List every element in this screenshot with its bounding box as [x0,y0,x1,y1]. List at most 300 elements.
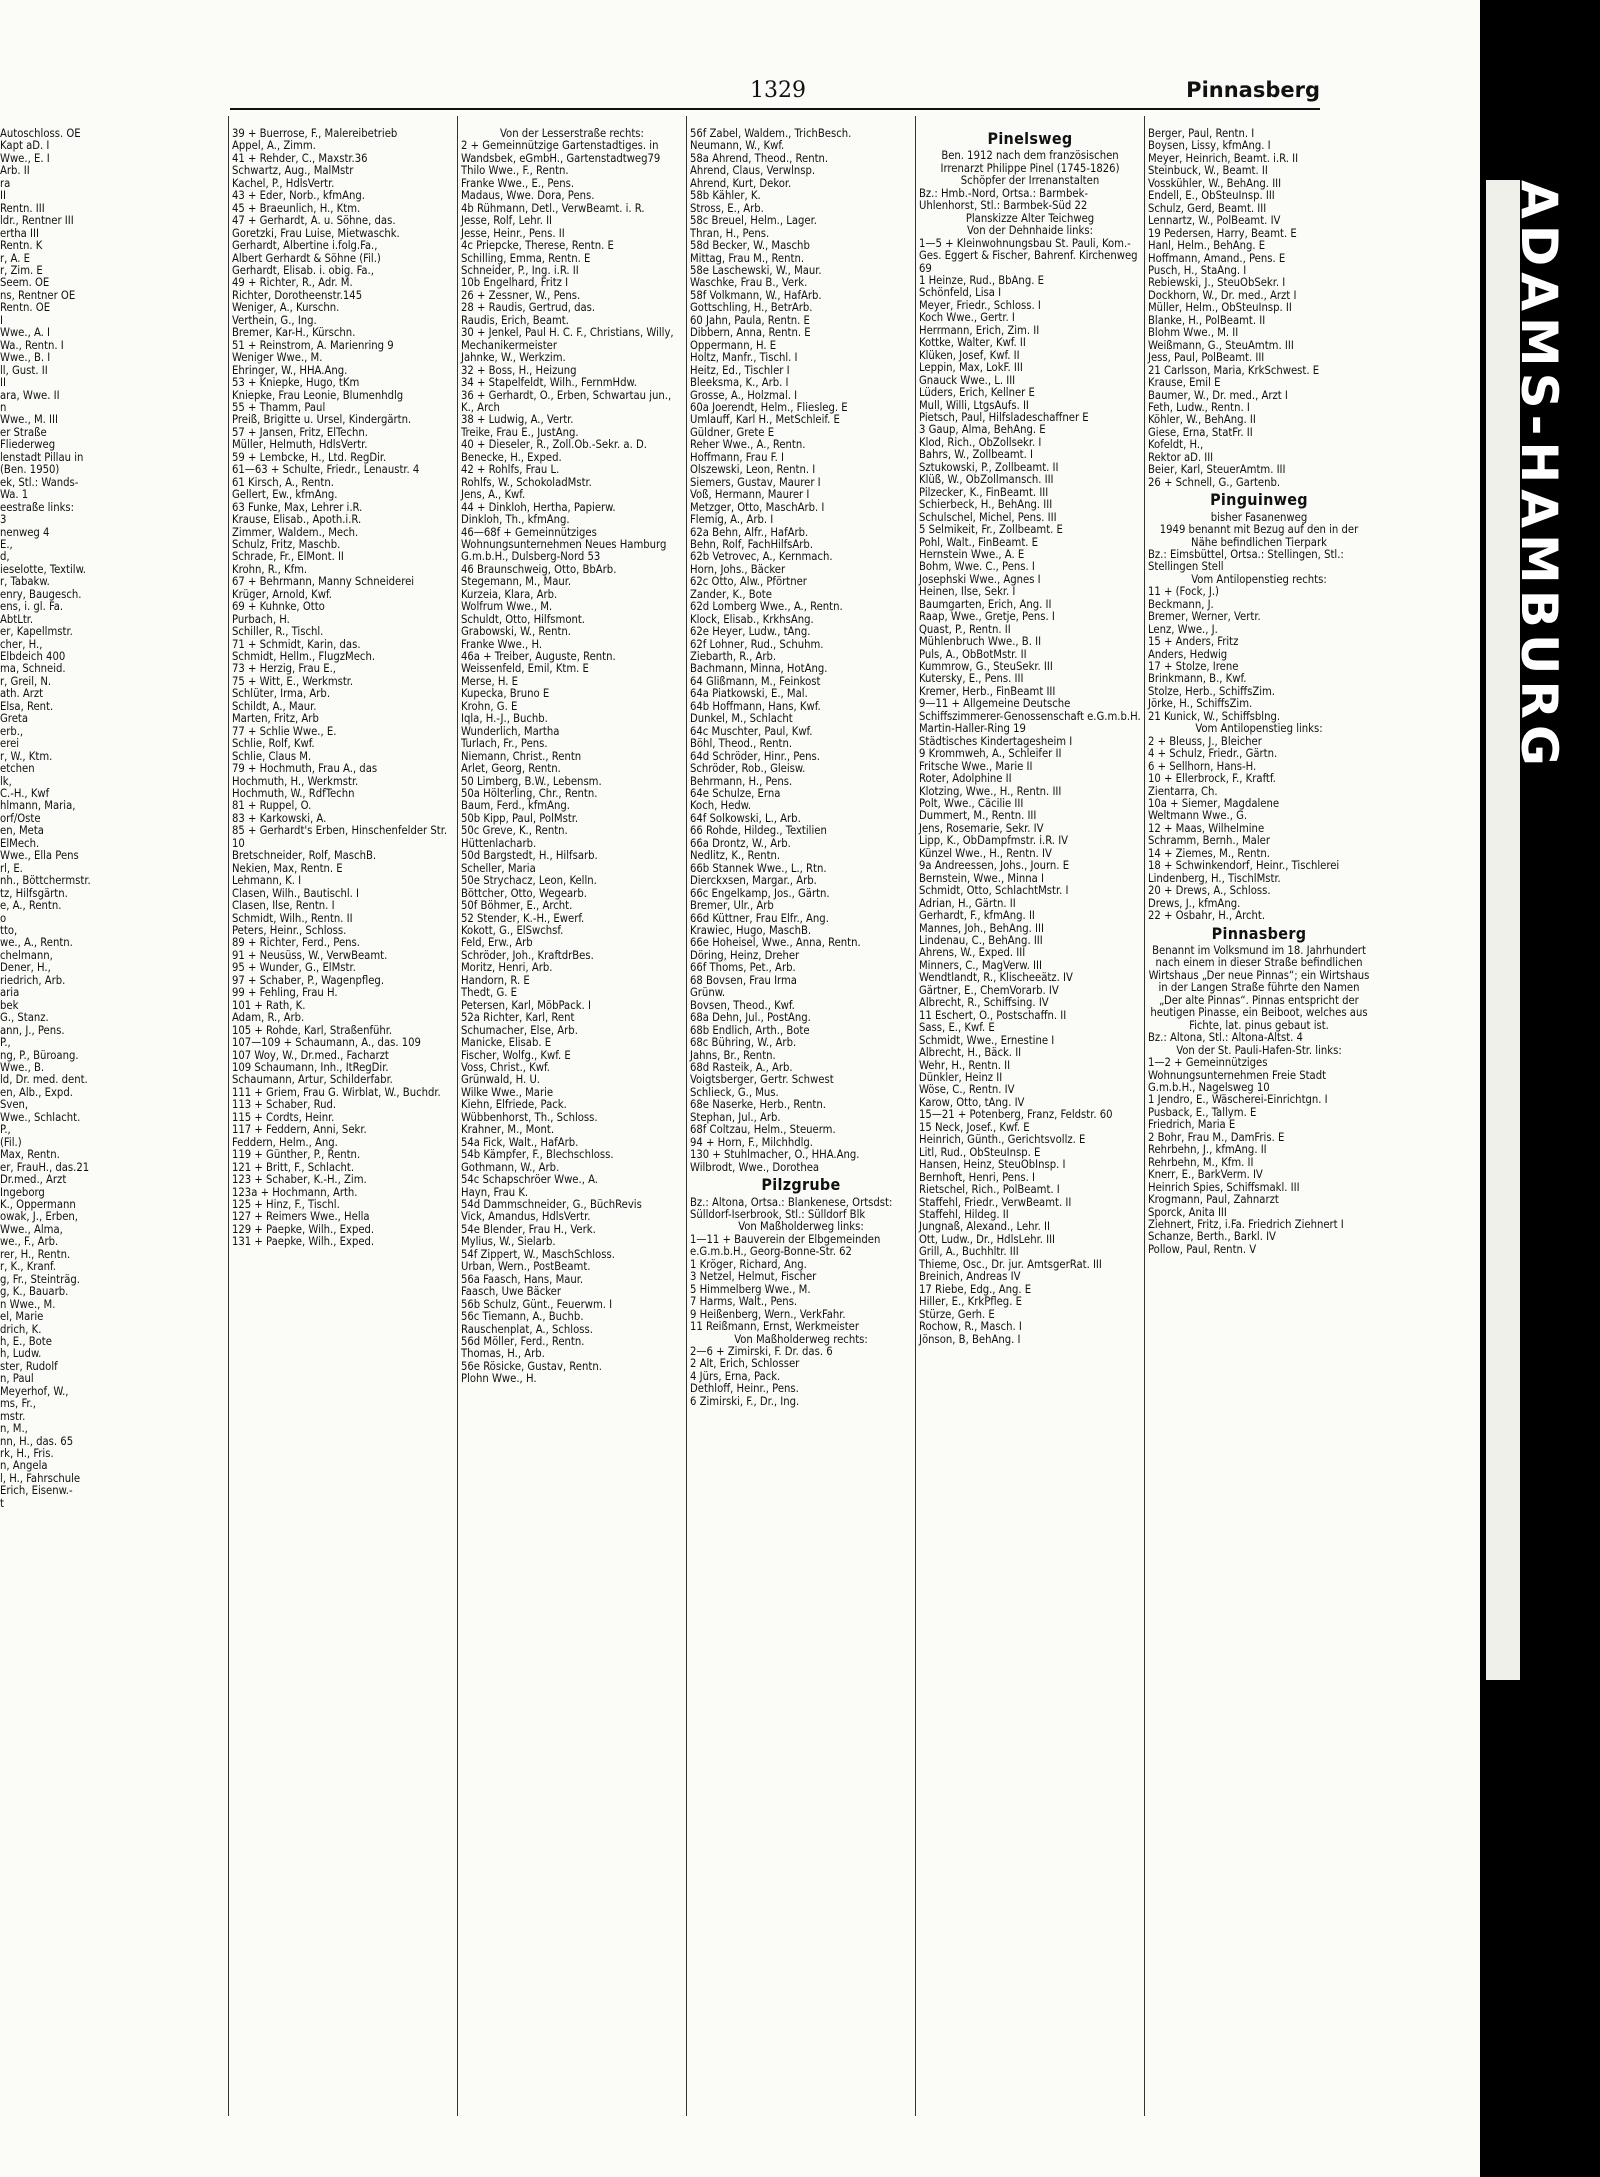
directory-entry: Drews, J., kfmAng. [1148,896,1241,910]
directory-entry: l, H., Fahrschule [0,1471,81,1485]
directory-entry: Weltmann Wwe., G. [1148,809,1248,823]
directory-entry: Sztukowski, P., Zollbeamt. II [919,460,1059,474]
directory-entry: Wwe., B. I [0,351,51,365]
directory-entry: ra [0,176,11,190]
directory-entry: 21 Carlsson, Maria, KrkSchwest. E [1148,363,1320,377]
directory-entry: Krawiec, Hugo, MaschB. [690,924,812,937]
directory-entry: Grabowski, W., Rentn. [461,625,571,639]
directory-entry: 68f Coltzau, Helm., Steuerm. [690,1123,836,1137]
directory-entry: Purbach, H. [232,612,290,626]
directory-entry: Stegemann, M., Maur. [461,575,572,589]
directory-entry: 66f Thoms, Pet., Arb. [690,961,796,975]
directory-entry: Grünw. [690,986,726,1000]
directory-entry: 105 + Rohde, Karl, Straßenführ. [232,1023,393,1037]
directory-entry: 58d Becker, W., Maschb [690,239,810,253]
directory-entry: Umlauff, Karl H., MetSchleif. E [690,413,840,427]
directory-entry: ek, Stl.: Wands- [0,475,79,489]
directory-entry: Behrmann, H., Pens. [690,774,793,788]
directory-entry: Bahrs, W., Zollbeamt. I [919,448,1033,462]
directory-entry: 4 Jürs, Erna, Pack. [690,1369,781,1383]
directory-entry: Vom Antilopenstieg rechts: [1191,572,1327,586]
directory-entry: 3 Gaup, Alma, BehAng. E [919,423,1046,437]
directory-entry: 50 Limberg, B.W., Lebensm. [461,774,602,788]
directory-entry: 101 + Rath, K. [232,998,306,1012]
directory-entry: Rebiewski, J., SteuObSekr. I [1148,276,1286,290]
directory-entry: Schulschel, Michel, Pens. III [919,510,1057,524]
directory-entry: Dunkel, M., Schlacht [690,712,793,726]
directory-entry: Jess, Paul, PolBeamt. III [1148,351,1265,365]
directory-entry: Bz.: Altona, Ortsa.: Blankenese, Ortsdst: Sülldorf-Iserbrook, Stl.: Sülldorf Blk [690,1195,893,1221]
directory-entry: Autoschloss. OE [0,127,81,140]
directory-entry: Dethloff, Heinr., Pens. [690,1382,799,1396]
directory-entry: 15 Neck, Josef., Kwf. E [919,1120,1030,1134]
column-rule [1144,116,1145,2116]
directory-entry: 15—21 + Potenberg, Franz, Feldstr. 60 [919,1108,1113,1122]
directory-entry: Dierckxsen, Margar., Arb. [690,874,817,888]
directory-entry: 59 + Lembcke, H., Ltd. RegDir. [232,450,387,464]
directory-entry: Heinrich, Günth., Gerichtsvollz. E [919,1133,1086,1147]
directory-entry: 58c Breuel, Helm., Lager. [690,214,817,228]
directory-entry: 62d Lomberg Wwe., A., Rentn. [690,600,843,614]
directory-entry: 2 Alt, Erich, Schlosser [690,1357,800,1371]
directory-entry: Wwe., Ella Pens [0,849,79,863]
directory-entry: Müller, Helmuth, HdlsVertr. [232,438,368,452]
directory-entry: Pusch, H., StaAng. I [1148,263,1247,277]
directory-entry: Zientarra, Ch. [1148,784,1218,798]
directory-entry: o [0,911,7,925]
directory-entry: Rentn. K [0,239,43,253]
directory-entry: Schmidt, Wilh., Rentn. II [232,911,353,925]
directory-entry: 26 + Zessner, W., Pens. [461,288,581,302]
directory-entry: 1—2 + Gemeinnütziges Wohnungsunternehmen Freie Stadt G.m.b.H., Nagelsweg 10 [1148,1056,1327,1094]
directory-entry: Pilzecker, K., FinBeamt. III [919,485,1049,499]
directory-entry: 58a Ahrend, Theod., Rentn. [690,151,829,165]
directory-entry: r, Zim. E [0,263,43,277]
column-4 [919,128,1141,2118]
directory-entry: Schulz, Fritz, Maschb. [232,537,341,551]
directory-entry: 107 Woy, W., Dr.med., Facharzt [232,1048,389,1062]
directory-entry: Köhler, W., BehAng. II [1148,413,1256,427]
directory-entry: Schmidt, Wwe., Ernestine I [919,1033,1055,1047]
directory-entry: Thieme, Osc., Dr. jur. AmtsgerRat. III [919,1257,1102,1271]
directory-entry: 54b Kämpfer, F., Blechschloss. [461,1148,614,1162]
directory-entry: we., F., Arb. [0,1235,59,1249]
directory-entry: 9 Krommweh, A., Schleifer II [919,747,1062,761]
directory-entry: Adam, R., Arb. [232,1011,305,1025]
directory-entry: 46a + Treiber, Auguste, Rentn. [461,650,616,664]
directory-entry: Kurzeia, Klara, Arb. [461,587,558,601]
directory-entry: Kummrow, G., SteuSekr. III [919,660,1053,674]
directory-entry: Bremer, Kar-H., Kürschn. [232,326,356,340]
section-heading: Pinguinweg [1210,490,1308,510]
directory-entry: 64e Schulze, Erna [690,787,781,801]
directory-entry: Jens, Rosemarie, Sekr. IV [919,821,1044,835]
directory-entry: 39 + Buerrose, F., Malereibetrieb [232,127,398,140]
directory-entry: Schlie, Claus M. [232,749,312,763]
directory-entry: 52 Stender, K.-H., Ewerf. [461,911,585,925]
directory-entry: Ahrens, W., Exped. III [919,946,1026,960]
directory-entry: Klüken, Josef, Kwf. II [919,348,1020,362]
directory-entry: Quast, P., Rentn. II [919,622,1011,636]
directory-entry: 119 + Günther, P., Rentn. [232,1148,361,1162]
directory-entry: rl, E. [0,861,23,875]
directory-entry: Künzel Wwe., H., Rentn. IV [919,846,1052,860]
directory-entry: 66 Rohde, Hildeg., Textilien [690,824,827,838]
directory-entry: 12 + Maas, Wilhelmine [1148,821,1265,835]
directory-entry: II [0,189,6,203]
directory-entry: 60a Joerendt, Helm., Fliesleg. E [690,400,848,414]
directory-entry: Kniepke, Frau Leonie, Blumenhdlg [232,388,404,402]
directory-entry: 89 + Richter, Ferd., Pens. [232,936,360,950]
left-page-fragment [0,128,118,2118]
directory-entry: 10b Engelhard, Fritz I [461,276,569,290]
directory-entry: Brinkmann, B., Kwf. [1148,672,1247,686]
directory-entry: 99 + Fehling, Frau H. [232,986,338,1000]
directory-entry: Rehrbehn, J., kfmAng. II [1148,1143,1267,1157]
directory-entry: Kapt aD. I [0,139,50,153]
directory-entry: Bohm, Wwe. C., Pens. I [919,560,1035,574]
directory-entry: Sass, E., Kwf. E [919,1021,995,1035]
directory-entry: Vom Antilopenstieg links: [1195,722,1323,736]
directory-entry: Rektor aD. III [1148,450,1214,464]
directory-entry: Scheller, Maria [461,861,536,875]
directory-entry: Hüttenlacharb. [461,836,537,850]
directory-entry: erei [0,737,20,751]
directory-entry: Rentn. III [0,201,45,215]
directory-entry: bek [0,998,19,1012]
directory-entry: 56b Schulz, Günt., Feuerwm. I [461,1297,613,1311]
directory-entry: Lenz, Wwe., J. [1148,622,1218,636]
directory-entry: Flemig, A., Arb. I [690,513,774,527]
directory-entry: ms, Fr., [0,1397,36,1411]
directory-entry: 18 + Schwinkendorf, Heinr., Tischlerei [1148,859,1340,873]
directory-entry: 113 + Schaber, Rud. [232,1098,337,1112]
directory-entry: n [0,400,7,414]
directory-entry: ma, Schneid. [0,662,66,676]
directory-entry: Thran, H., Pens. [690,226,770,240]
directory-entry: Hochmuth, W., RdfTechn [232,787,355,801]
directory-entry: lenstadt Pillau in [0,450,84,464]
directory-entry: Ingeborg [0,1185,45,1199]
directory-entry: nn, H., das. 65 [0,1434,74,1448]
directory-entry: Rochow, R., Masch. I [919,1320,1022,1334]
directory-entry: 56e Rösicke, Gustav, Rentn. [461,1359,602,1373]
directory-entry: ens, i. gl. Fa. [0,600,64,614]
directory-entry: Hayn, Frau K. [461,1185,529,1199]
directory-entry: 117 + Feddern, Anni, Sekr. [232,1123,367,1137]
directory-entry: Dener, H., [0,961,51,975]
directory-entry: Benannt im Volksmund im 18. Jahrhundert nach einem in dieser Straße befindlichen Wirtshaus „Der neue Pinnas“; ein Wirtshaus in der Langen Straße führte den Namen „Der alte Pinnas“. Pinnas entspricht der heutigen Pinasse, ein Beiboot, welches aus Fichte, lat. pinus gebaut ist. [1148,944,1370,1032]
directory-entry: Vick, Amandus, HdlsVertr. [461,1210,591,1224]
directory-entry: P., [0,1036,11,1050]
directory-entry: Adrian, H., Gärtn. II [919,896,1016,910]
directory-entry: Horn, Johs., Bäcker [690,562,786,576]
directory-entry: Hernstein Wwe., A. E [919,547,1025,561]
directory-entry: Nedlitz, K., Rentn. [690,849,781,863]
directory-entry: 107—109 + Schaumann, A., das. 109 [232,1036,421,1050]
directory-entry: 64d Schröder, Hinr., Pens. [690,749,820,763]
directory-entry: Schulz, Gerd, Beamt. III [1148,201,1267,215]
directory-entry: Benecke, H., Exped. [461,450,562,464]
directory-entry: Bremer, Ulr., Arb [690,899,774,913]
directory-entry: 54d Dammschneider, G., BüchRevis [461,1197,642,1211]
directory-entry: Merse, H. E [461,674,518,688]
directory-entry: Josephski Wwe., Agnes I [919,572,1041,586]
directory-entry: Mylius, W., Sielarb. [461,1235,556,1249]
directory-entry: Sporck, Anita III [1148,1205,1227,1219]
directory-entry: Böhl, Theod., Rentn. [690,737,793,751]
directory-entry: 2 + Bleuss, J., Bleicher [1148,734,1262,748]
directory-entry: ertha III [0,226,39,240]
directory-entry: Hiller, E., KrkPfleg. E [919,1295,1022,1309]
directory-entry: 91 + Neusüss, W., VerwBeamt. [232,948,388,962]
directory-entry: Wwe., M. III [0,413,58,427]
directory-entry: Gellert, Ew., kfmAng. [232,488,338,502]
directory-entry: Puls, A., ObBotMstr. II [919,647,1027,661]
directory-entry: Wilke Wwe., Marie [461,1085,554,1099]
directory-entry: ara, Wwe. II [0,388,60,402]
directory-entry: Wa. 1 [0,488,29,502]
directory-entry: Voß, Hermann, Maurer I [690,488,810,502]
column-1 [232,128,454,2118]
directory-entry: Schierbeck, H., BehAng. III [919,498,1053,512]
directory-entry: 11 Reißmann, Ernst, Werkmeister [690,1320,859,1334]
directory-entry: Gottschling, H., BetrArb. [690,301,813,315]
directory-entry: P., [0,1123,11,1137]
book-edge [1480,0,1600,2177]
directory-entry: 50e Strychacz, Leon, Kelln. [461,874,597,888]
directory-entry: Döring, Heinz, Dreher [690,948,800,962]
directory-entry: 55 + Thamm, Paul [232,400,326,414]
directory-entry: Gothmann, W., Arb. [461,1160,560,1174]
column-2 [461,128,683,2118]
directory-entry: Krüger, Arnold, Kwf. [232,587,332,601]
directory-entry: Lüders, Erich, Kellner E [919,386,1035,400]
directory-entry: Holtz, Manfr., Tischl. I [690,351,798,365]
directory-entry: 54c Schapschröer Wwe., A. [461,1173,598,1187]
directory-entry: Schuldt, Otto, Hilfsmont. [461,612,585,626]
directory-entry: Wilbrodt, Wwe., Dorothea [690,1160,820,1174]
directory-entry: 77 + Schlie Wwe., E. [232,724,337,738]
directory-entry: 1 Jendro, E., Wäscherei-Einrichtgn. I [1148,1093,1328,1107]
directory-entry: Albert Gerhardt & Söhne (Fil.) [232,251,381,265]
directory-entry: 64 Glißmann, M., Feinkost [690,674,821,688]
directory-entry: Wöse, C., Rentn. IV [919,1083,1015,1097]
directory-entry: 46 Braunschweig, Otto, BbArb. [461,562,617,576]
directory-entry: Schmidt, Hellm., FlugzMech. [232,650,376,664]
directory-entry: 58e Laschewski, W., Maur. [690,263,822,277]
directory-entry: Bovsen, Theod., Kwf. [690,998,795,1012]
directory-entry: Weißmann, G., SteuAmtm. III [1148,338,1294,352]
section-heading: Pilzgrube [761,1175,841,1195]
directory-entry: we., A., Rentn. [0,936,73,950]
directory-entry: Krahner, M., Mont. [461,1123,555,1137]
directory-entry: Weissenfeld, Emil, Ktm. E [461,662,589,676]
directory-entry: Stephan, Jul., Arb. [690,1110,781,1124]
directory-entry: Feddern, Helm., Ang. [232,1135,338,1149]
directory-entry: Grill, A., Buchhltr. III [919,1245,1019,1259]
directory-entry: Faasch, Uwe Bäcker [461,1285,562,1299]
directory-entry: Kupecka, Bruno E [461,687,550,701]
directory-entry: AbtLtr. [0,612,34,626]
directory-entry: Ziebarth, R., Arb. [690,650,777,664]
directory-entry: 81 + Ruppel, O. [232,799,312,813]
directory-entry: Heinrich Spies, Schiffsmakl. III [1148,1180,1300,1194]
directory-entry: er, Kapellmstr. [0,625,73,639]
directory-entry: 28 + Raudis, Gertrud, das. [461,301,596,315]
directory-entry: Kokott, G., ElSwchsf. [461,924,564,937]
directory-entry: 1 Heinze, Rud., BbAng. E [919,273,1044,287]
column-rule [457,116,458,2116]
directory-entry: Jörke, H., SchiffsZim. [1148,697,1253,711]
directory-entry: Herrmann, Erich, Zim. II [919,323,1040,337]
directory-entry: Wunderlich, Martha [461,724,560,738]
directory-entry: Sven, [0,1098,29,1112]
directory-entry: Neumann, W., Kwf. [690,139,785,153]
directory-entry: r, Greil, N. [0,674,52,688]
directory-entry: Meyer, Friedr., Schloss. I [919,298,1041,312]
directory-entry: 20 + Drews, A., Schloss. [1148,884,1271,898]
directory-entry: Wwe., E. I [0,151,50,165]
directory-entry: ldr., Rentner III [0,214,74,228]
directory-entry: etchen [0,762,35,776]
directory-entry: Kremer, Herb., FinBeamt III [919,684,1056,698]
directory-entry: tto, [0,924,18,937]
directory-entry: 42 + Rohlfs, Frau L. [461,463,560,477]
directory-entry: 73 + Herzig, Frau E., [232,662,336,676]
directory-entry: 68c Bühring, W., Arb. [690,1036,797,1050]
directory-entry: 9—11 + Allgemeine Deutsche Schiffszimmerer-Genossenschaft e.G.m.b.H. Martin-Haller-Ring 19 [919,697,1141,736]
directory-entry: Friedrich, Maria E [1148,1118,1236,1132]
directory-entry: Müller, Helm., ObSteuInsp. II [1148,301,1292,315]
directory-entry: 61 Kirsch, A., Rentn. [232,475,334,489]
directory-entry: Baum, Ferd., kfmAng. [461,799,570,813]
directory-entry: 46—68f + Gemeinnütziges Wohnungsunternehmen Neues Hamburg G.m.b.H., Dulsberg-Nord 53 [461,525,667,564]
directory-entry: ath. Arzt [0,687,44,701]
directory-entry: Turlach, Fr., Pens. [461,737,548,751]
directory-entry: Voigtsberger, Gertr. Schwest [690,1073,834,1087]
directory-entry: Ehringer, W., HHA.Ang. [232,363,348,377]
directory-entry: Vosskühler, W., BehAng. III [1148,176,1282,190]
directory-entry: Goretzki, Frau Luise, Mietwaschk. [232,226,400,240]
directory-entry: Clasen, Ilse, Rentn. I [232,899,335,913]
directory-entry: eestraße links: [0,500,75,514]
directory-entry: enry, Baugesch. [0,587,82,601]
directory-entry: Lipp, K., ObDampfmstr. i.R. IV [919,834,1069,848]
directory-entry: Leppin, Max, LokF. III [919,361,1023,375]
directory-entry: Krause, Elisab., Apoth.i.R. [232,513,362,527]
directory-entry: 111 + Griem, Frau G. Wirblat, W., Buchdr. [232,1085,441,1099]
directory-entry: 57 + Jansen, Fritz, ElTechn. [232,425,368,439]
directory-entry: g, Fr., Steinträg. [0,1272,80,1286]
directory-entry: ster, Rudolf [0,1359,58,1373]
directory-entry: 36 + Gerhardt, O., Erben, Schwartau jun., K., Arch [461,388,672,414]
directory-entry: Berger, Paul, Rentn. I [1148,127,1255,140]
directory-entry: 14 + Ziemes, M., Rentn. [1148,846,1271,860]
directory-entry: Arb. II [0,164,30,178]
directory-entry: r, W., Ktm. [0,749,53,763]
directory-entry: 79 + Hochmuth, Frau A., das [232,762,378,776]
directory-entry: Stross, E., Arb. [690,201,764,215]
directory-entry: Anders, Hedwig [1148,647,1228,661]
directory-entry: 50c Greve, K., Rentn. [461,824,568,838]
directory-entry: r, A. E [0,251,30,265]
directory-entry: Waschke, Frau B., Verk. [690,276,808,290]
directory-entry: Knerr, E., BarkVerm. IV [1148,1168,1263,1182]
directory-entry: Feth, Ludw., Rentn. I [1148,400,1250,414]
directory-entry: Moritz, Henri, Arb. [461,961,553,975]
directory-entry: Hoffmann, Frau F. I [690,450,784,464]
directory-entry: rer, H., Rentn. [0,1247,71,1261]
directory-entry: Gerhardt, Elisab. i. obig. Fa., [232,263,374,277]
directory-entry: n, M., [0,1422,28,1436]
directory-entry: Mühlenbruch Wwe., B. II [919,635,1042,649]
edge-lettering: ADAMS-HAMBURG [1510,180,1568,772]
directory-entry: 51 + Reinstrom, A. Marienring 9 [232,338,394,352]
directory-entry: Schlüter, Irma, Arb. [232,687,331,701]
directory-entry: Metzger, Otto, MaschArb. I [690,500,825,514]
directory-entry: Jönson, B, BehAng. I [919,1332,1021,1346]
directory-entry: Hoffmann, Amand., Pens. E [1148,251,1286,265]
directory-entry: Manicke, Elisab. E [461,1036,552,1050]
directory-entry: 66e Hoheisel, Wwe., Anna, Rentn. [690,936,861,950]
directory-entry: Klod, Rich., ObZollsekr. I [919,435,1042,449]
directory-entry: Dibbern, Anna, Rentn. E [690,326,811,340]
directory-entry: Von Maßholderweg rechts: [734,1332,868,1346]
directory-entry: owak, J., Erben, [0,1210,78,1224]
directory-entry: Arlet, Georg, Rentn. [461,762,561,776]
directory-entry: Lennartz, W., PolBeamt. IV [1148,214,1281,228]
directory-entry: Nekien, Max, Rentn. E [232,861,343,875]
directory-entry: Rohlfs, W., SchokoladMstr. [461,475,592,489]
directory-entry: 62e Heyer, Ludw., tAng. [690,625,811,639]
directory-entry: ElMech. [0,836,40,850]
directory-entry: ll, Gust. II [0,363,48,377]
directory-entry: Boysen, Lissy, kfmAng. I [1148,139,1271,153]
directory-entry: Madaus, Wwe. Dora, Pens. [461,189,595,203]
directory-entry: Handorn, R. E [461,973,530,987]
directory-entry: Gärtner, E., ChemVorarb. IV [919,983,1059,997]
directory-entry: Dinkloh, Th., kfmAng. [461,513,570,527]
directory-entry: Weniger Wwe., M. [232,351,323,365]
directory-entry: Max, Rentn. [0,1148,60,1162]
page-header [230,78,1320,110]
directory-entry: Stolze, Herb., SchiffsZim. [1148,684,1276,698]
directory-entry: 5 Himmelberg Wwe., M. [690,1282,811,1296]
directory-entry: E., [0,537,13,551]
directory-entry: Feld, Erw., Arb [461,936,533,950]
directory-entry: Preiß, Brigitte u. Ursel, Kindergärtn. [232,413,412,427]
directory-entry: K., Oppermann [0,1197,76,1211]
directory-entry: mstr. [0,1409,26,1423]
directory-entry: Raudis, Erich, Beamt. [461,313,569,327]
directory-entry: Von der Lesserstraße rechts: [500,127,644,140]
directory-entry: Litl, Rud., ObSteuInsp. E [919,1145,1041,1159]
directory-entry: Klotzing, Wwe., H., Rentn. III [919,784,1062,798]
directory-entry: Wübbenhorst, Th., Schloss. [461,1110,598,1124]
directory-entry: Kottke, Walter, Kwf. II [919,336,1026,350]
directory-entry: 71 + Schmidt, Karin, das. [232,637,361,651]
directory-entry: Elbdeich 400 [0,650,66,664]
directory-entry: 127 + Reimers Wwe., Hella [232,1210,370,1224]
directory-entry: erb., [0,724,24,738]
directory-entry: Jungnaß, Alexand., Lehr. II [919,1220,1050,1234]
directory-entry: Schildt, A., Maur. [232,699,317,713]
directory-entry: 68b Endlich, Arth., Bote [690,1023,810,1037]
directory-entry: Dr.med., Arzt [0,1173,67,1187]
directory-entry: Schrade, Fr., ElMont. II [232,550,344,564]
column-rule [228,116,229,2116]
